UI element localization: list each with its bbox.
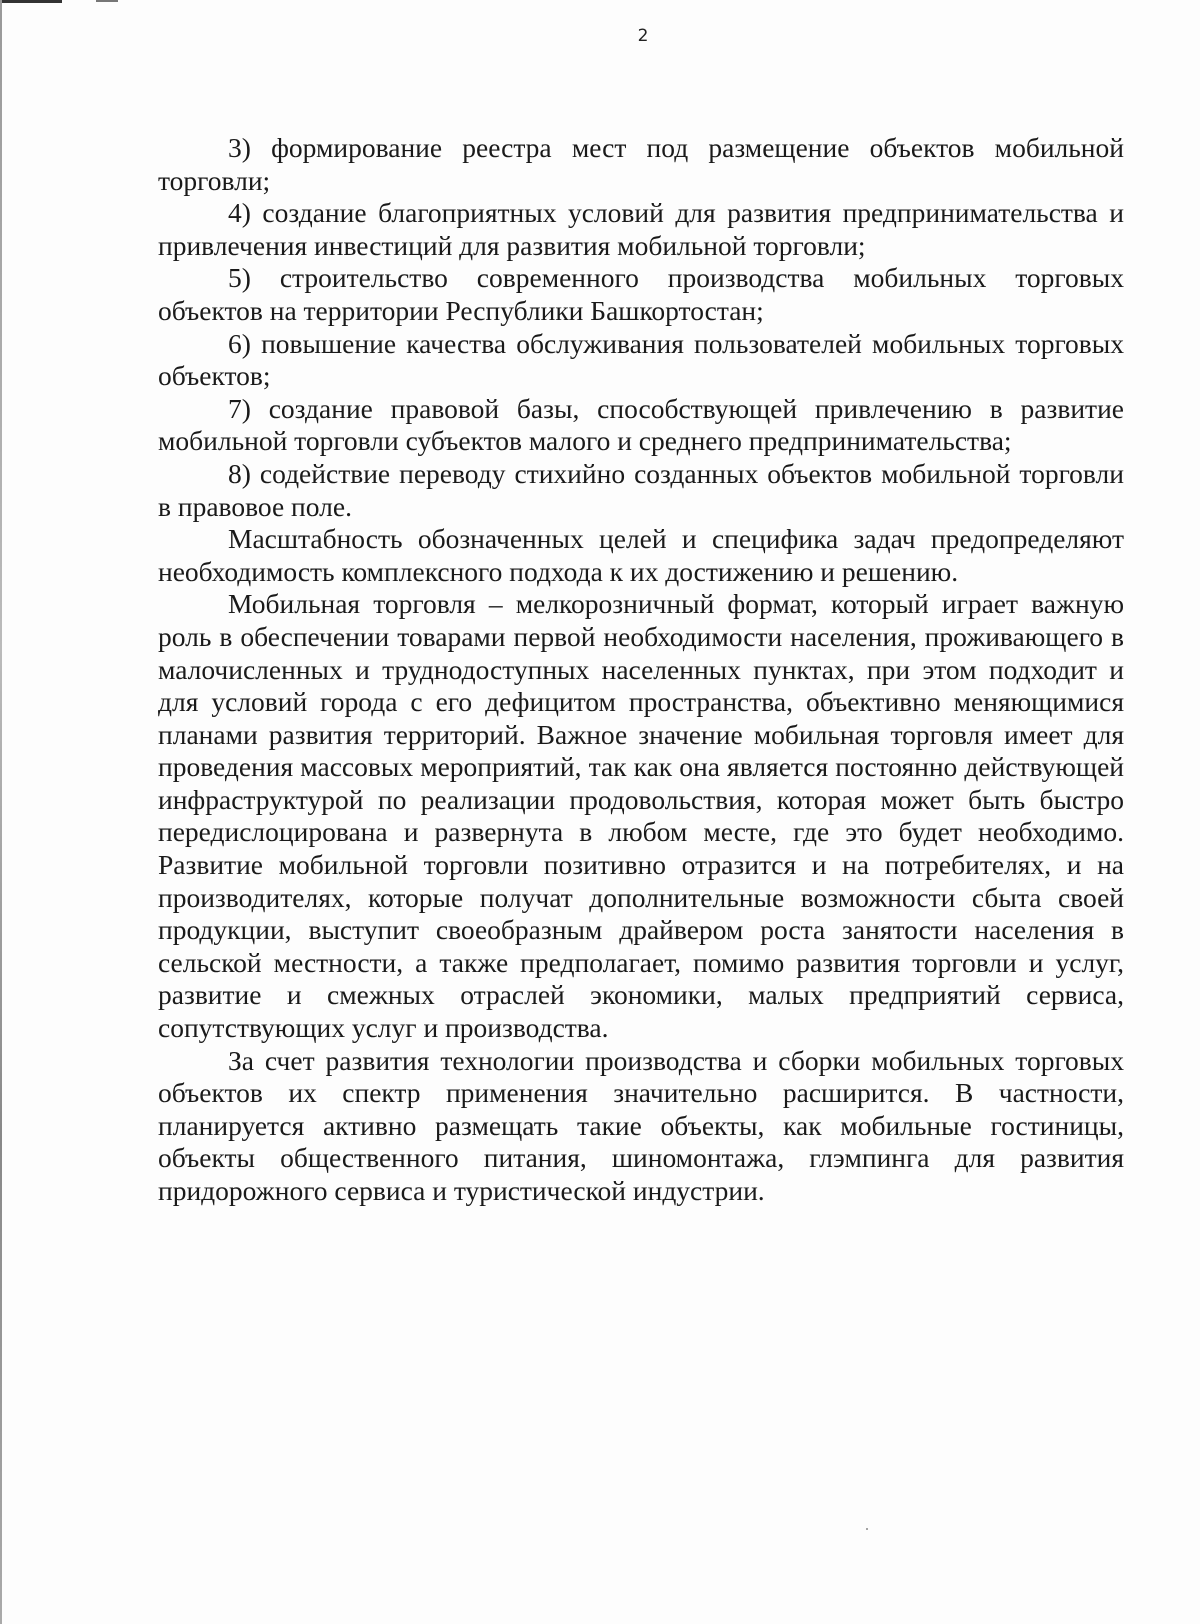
paragraph-item-7: 7) создание правовой базы, способствующей привлечению в развитие мобильной торговли субъектов малого и среднего предпринимательства;	[158, 392, 1124, 457]
scan-artifact-left-edge	[0, 0, 2, 1624]
scan-speck	[866, 1528, 868, 1530]
paragraph-mobile-trade: Мобильная торговля – мелкорозничный формат, который играет важную роль в обеспечении товарами первой необходимости населения, проживающего в малочисленных и труднодоступных населенных пунктах, при этом подходит и для условий города с его дефицитом пространства, объективно меняющимися планами развития территорий. Важное значение мобильная торговля имеет для проведения массовых мероприятий, так как она является постоянно действующей инфраструктурой по реализации продовольствия, которая может быть быстро передислоцирована и развернута в любом месте, где это будет необходимо. Развитие мобильной торговли позитивно отразится и на потребителях, и на производителях, которые получат дополнительные возможности сбыта своей продукции, выступит своеобразным драйвером роста занятости населения в сельской местности, а также предполагает, помимо развития торговли и услуг, развитие и смежных отраслей экономики, малых предприятий сервиса, сопутствующих услуг и производства.	[158, 588, 1124, 1044]
paragraph-item-5: 5) строительство современного производства мобильных торговых объектов на территории Республики Башкортостан;	[158, 262, 1124, 326]
paragraph-technology-development: За счет развития технологии производства и сборки мобильных торговых объектов их спектр применения значительно расширится. В частности, планируется активно размещать такие объекты, как мобильные гостиницы, объекты общественного питания, шиномонтажа, глэмпинга для развития придорожного сервиса и туристической индустрии.	[158, 1044, 1124, 1206]
paragraph-item-8: 8) содействие переводу стихийно созданных объектов мобильной торговли в правовое поле.	[158, 457, 1124, 522]
paragraph-scale-of-goals: Масштабность обозначенных целей и специфика задач предопределяют необходимость комплексного подхода к их достижению и решению.	[158, 523, 1124, 587]
paragraph-item-3: 3) формирование реестра мест под размещение объектов мобильной торговли;	[158, 132, 1124, 196]
paragraph-item-6: 6) повышение качества обслуживания пользователей мобильных торговых объектов;	[158, 327, 1124, 392]
page-number: 2	[637, 26, 649, 46]
scan-artifact-top	[0, 0, 62, 3]
scan-artifact-top-small	[96, 0, 118, 2]
paragraph-item-4: 4) создание благоприятных условий для развития предпринимательства и привлечения инвестиций для развития мобильной торговли;	[158, 197, 1124, 261]
document-body	[158, 132, 1124, 1208]
